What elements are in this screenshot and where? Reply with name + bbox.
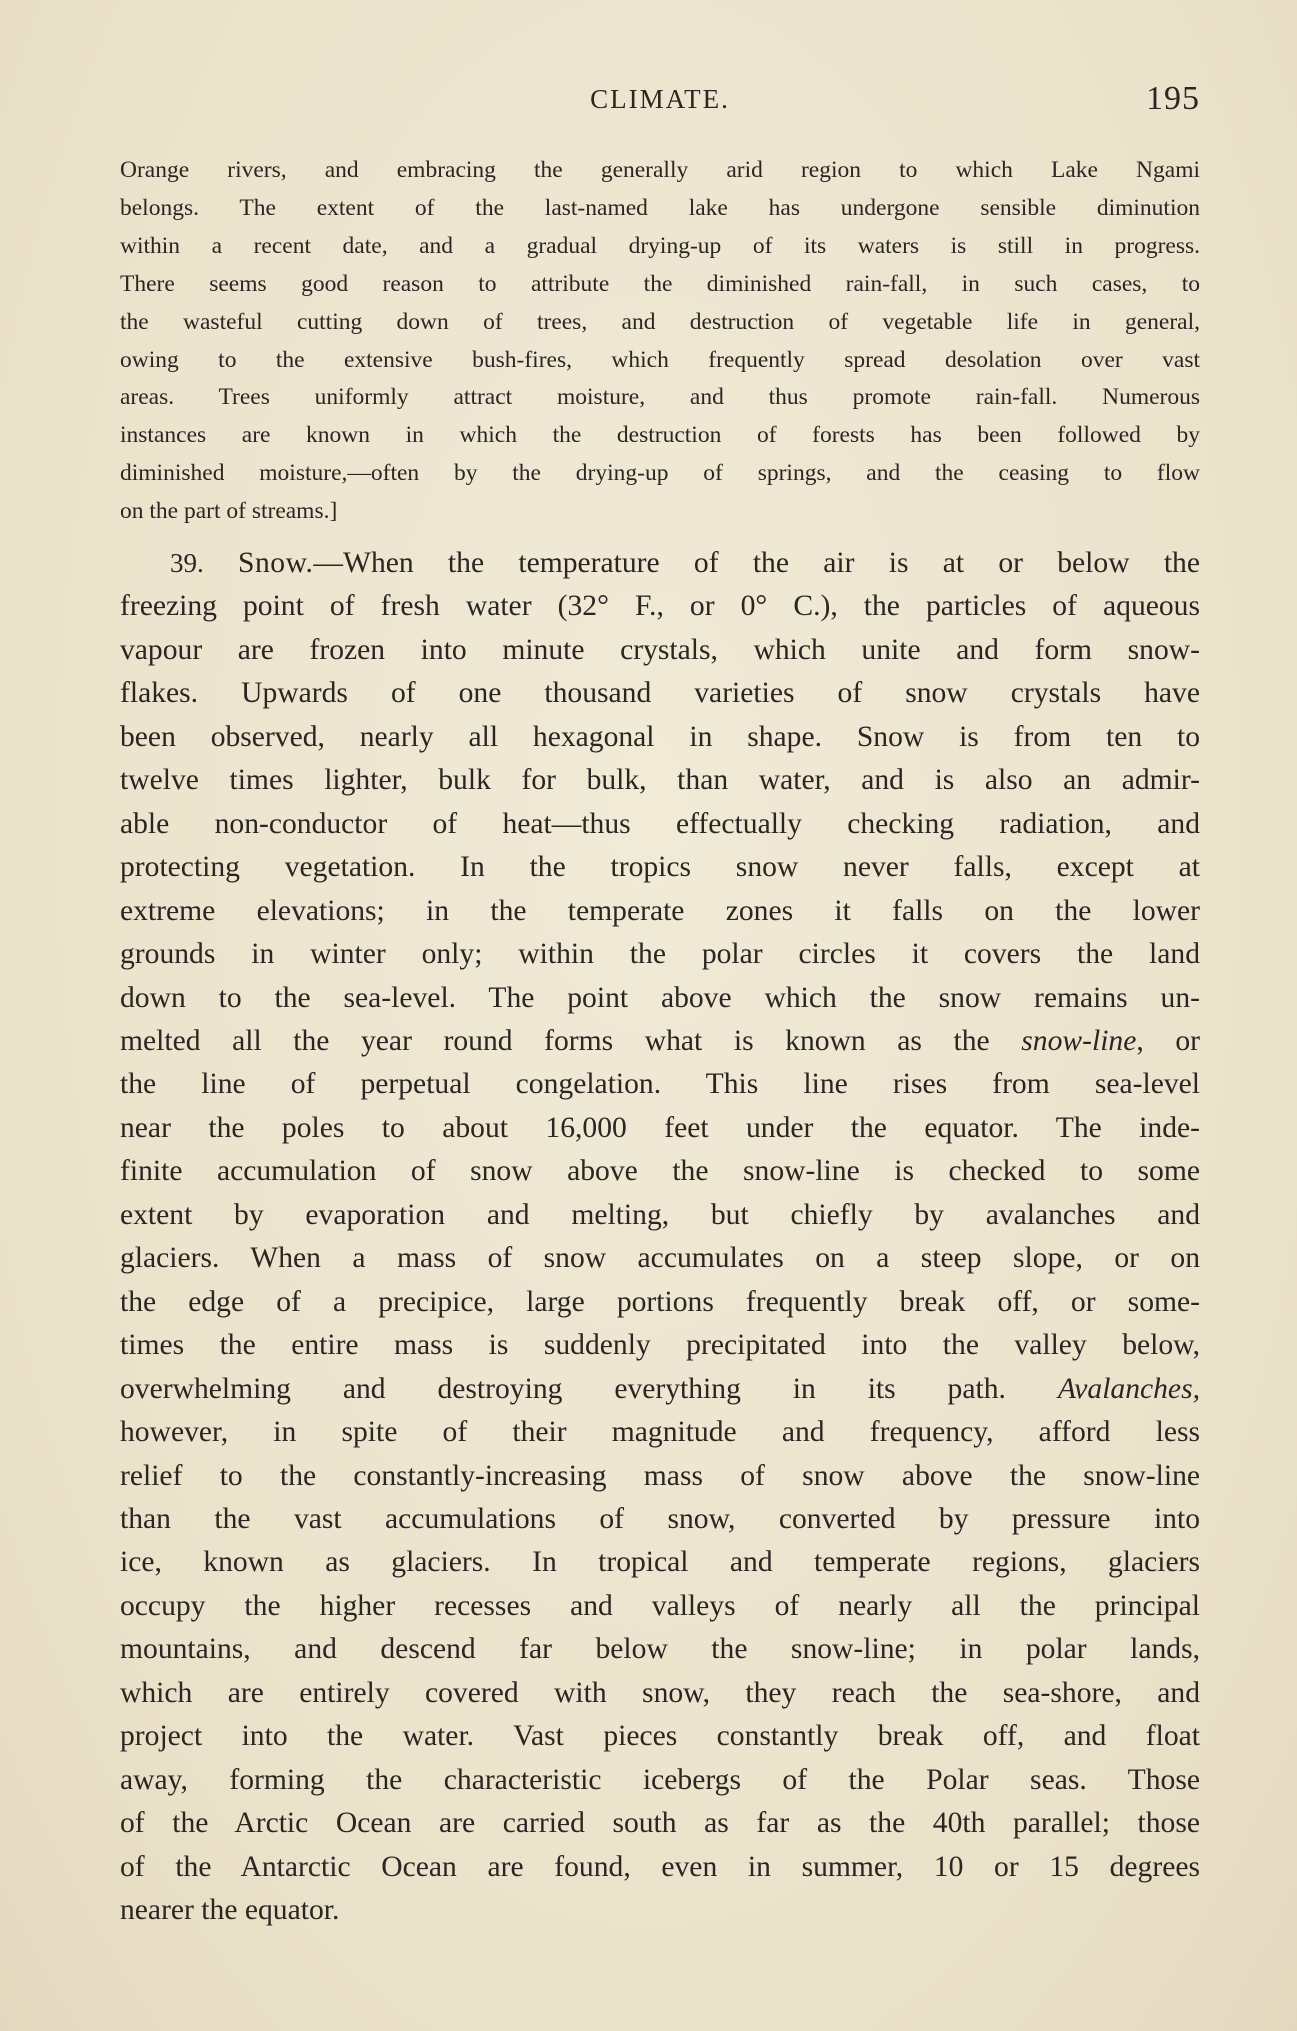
note-line: on the part of streams.] xyxy=(120,498,338,525)
body-line: finite accumulation of snow above the snow-line is checked to some xyxy=(120,1155,1200,1188)
section-text: —When the temperature of the air is at or below the xyxy=(313,547,1200,579)
body-text: overwhelming and destroying everything in its path. xyxy=(120,1372,1058,1405)
term-snow-line: snow-line xyxy=(1021,1024,1137,1057)
section-snow xyxy=(120,542,1200,1933)
body-line: twelve times lighter, bulk for bulk, than water, and is also an admir- xyxy=(120,764,1200,797)
body-line: protecting vegetation. In the tropics snow never falls, except at xyxy=(120,851,1200,884)
body-line: away, forming the characteristic icebergs of the Polar seas. Those xyxy=(120,1763,1200,1796)
section-first-line xyxy=(120,542,1200,585)
body-line: of the Antarctic Ocean are found, even in summer, 10 or 15 degrees xyxy=(120,1850,1200,1883)
body-line: nearer the equator. xyxy=(120,1894,340,1927)
running-head: CLIMATE. xyxy=(590,84,730,114)
note-line: Orange rivers, and embracing the generally arid region to which Lake Ngami xyxy=(120,157,1200,183)
body-line xyxy=(120,1368,1200,1411)
note-line: areas. Trees uniformly attract moisture, and thus promote rain-fall. Numerous xyxy=(120,384,1200,411)
body-line: extreme elevations; in the temperate zones it falls on the lower xyxy=(120,894,1200,927)
body-line: vapour are frozen into minute crystals, which unite and form snow- xyxy=(120,633,1200,666)
section-title: Snow. xyxy=(238,547,314,579)
body-line: relief to the constantly-increasing mass of snow above the snow-line xyxy=(120,1459,1200,1492)
body-text: melted all the year round forms what is known as the xyxy=(120,1024,1022,1057)
body-line: which are entirely covered with snow, they reach the sea-shore, and xyxy=(120,1676,1200,1709)
body-line: the line of perpetual congelation. This line rises from sea-level xyxy=(120,1068,1200,1101)
body-line: of the Arctic Ocean are carried south as far as the 40th parallel; those xyxy=(120,1807,1200,1840)
body-line: flakes. Upwards of one thousand varieties of snow crystals have xyxy=(120,677,1200,710)
note-line: within a recent date, and a gradual drying-up of its waters is still in progress. xyxy=(120,232,1200,259)
note-line: diminished moisture,—often by the drying-up of springs, and the ceasing to flow xyxy=(120,460,1200,487)
body-line: near the poles to about 16,000 feet under the equator. The inde- xyxy=(120,1111,1200,1144)
note-line: the wasteful cutting down of trees, and destruction of vegetable life in general, xyxy=(120,308,1200,335)
body-line: extent by evaporation and melting, but chiefly by avalanches and xyxy=(120,1198,1200,1231)
note-line: owing to the extensive bush-fires, which frequently spread desolation over vast xyxy=(120,346,1200,373)
body-line: glaciers. When a mass of snow accumulates on a steep slope, or on xyxy=(120,1242,1200,1275)
bracketed-note xyxy=(120,152,1200,531)
page-number: 195 xyxy=(1146,80,1200,117)
body-line: been observed, nearly all hexagonal in shape. Snow is from ten to xyxy=(120,720,1200,753)
body-line: occupy the higher recesses and valleys of nearly all the principal xyxy=(120,1589,1200,1622)
body-line xyxy=(120,1020,1200,1063)
body-line: times the entire mass is suddenly precipitated into the valley below, xyxy=(120,1329,1200,1362)
body-line: able non-conductor of heat—thus effectually checking radiation, and xyxy=(120,807,1200,840)
body-line: grounds in winter only; within the polar circles it covers the land xyxy=(120,938,1200,971)
page-header xyxy=(120,80,1200,130)
section-number: 39. xyxy=(170,548,204,578)
note-line: instances are known in which the destruction of forests has been followed by xyxy=(120,422,1200,449)
body-line: freezing point of fresh water (32° F., or 0° C.), the particles of aqueous xyxy=(120,590,1200,623)
body-line: mountains, and descend far below the snow-line; in polar lands, xyxy=(120,1633,1200,1666)
note-line: There seems good reason to attribute the diminished rain-fall, in such cases, to xyxy=(120,270,1200,297)
body-line: however, in spite of their magnitude and frequency, afford less xyxy=(120,1416,1200,1449)
body-line: than the vast accumulations of snow, converted by pressure into xyxy=(120,1502,1200,1535)
note-line: belongs. The extent of the last-named lake has undergone sensible diminution xyxy=(120,194,1200,221)
body-line: project into the water. Vast pieces constantly break off, and float xyxy=(120,1720,1200,1753)
term-avalanches: Avalanches, xyxy=(1057,1372,1200,1405)
body-line: ice, known as glaciers. In tropical and temperate regions, glaciers xyxy=(120,1546,1200,1579)
body-text: , or xyxy=(1136,1024,1200,1057)
body-line: the edge of a precipice, large portions frequently break off, or some- xyxy=(120,1285,1200,1318)
body-line: down to the sea-level. The point above which the snow remains un- xyxy=(120,981,1200,1014)
